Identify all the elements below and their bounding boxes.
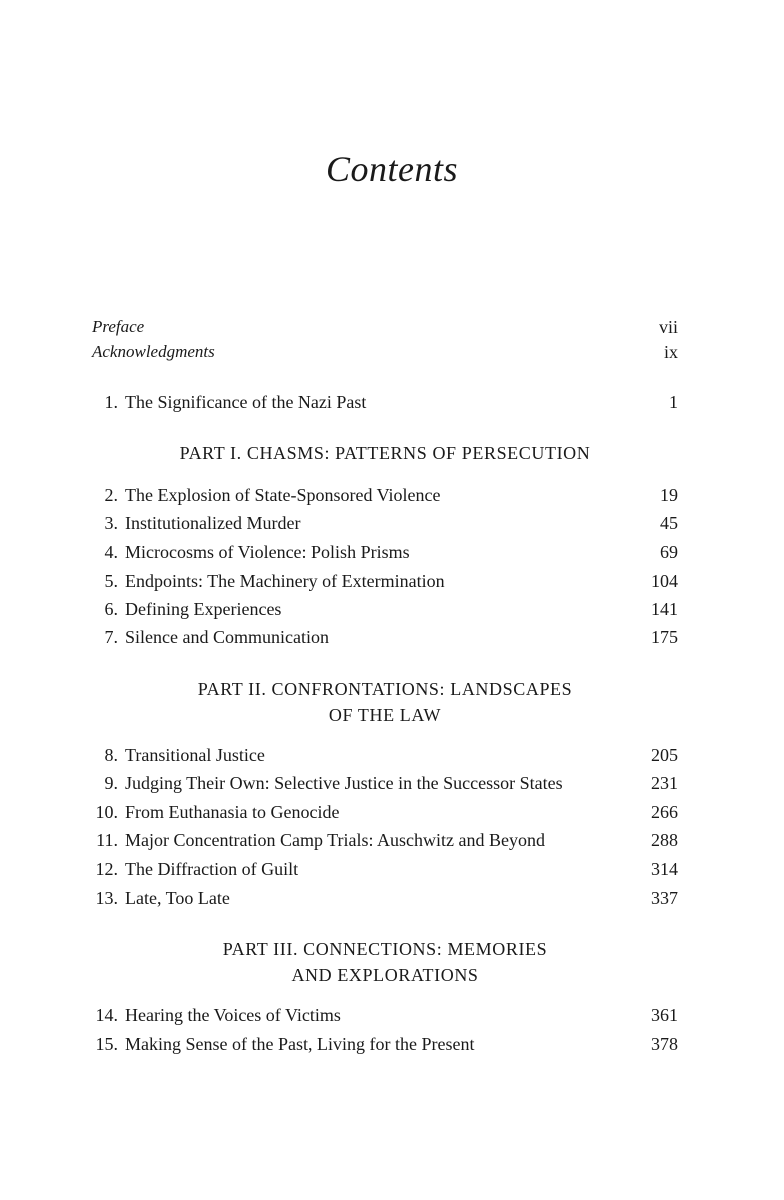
- toc-entry-number: 7.: [104, 627, 118, 647]
- toc-entry-chapter-2: [92, 481, 678, 509]
- toc-entry-number: 3.: [104, 513, 118, 533]
- toc-entry-page: 141: [651, 599, 678, 619]
- toc-entry-label: Silence and Communication: [125, 627, 329, 647]
- part-heading-1: [92, 440, 678, 466]
- toc-entry-label: Making Sense of the Past, Living for the Present: [125, 1034, 475, 1054]
- toc-entry-number: 14.: [95, 1005, 118, 1025]
- toc-entry-label: Endpoints: The Machinery of Extermination: [125, 571, 445, 591]
- toc-entry-page: 175: [651, 627, 678, 647]
- toc-entry-label: The Significance of the Nazi Past: [125, 392, 367, 412]
- toc-entry-page: 361: [651, 1005, 678, 1025]
- toc-entry-page: 104: [651, 571, 678, 591]
- toc-entry-label: Microcosms of Violence: Polish Prisms: [125, 542, 410, 562]
- part-title: PART II. CONFRONTATIONS: LANDSCAPES: [197, 679, 573, 699]
- part-heading-3: [92, 936, 678, 988]
- toc-entry-number: 6.: [104, 599, 118, 619]
- toc-entry-page: 337: [651, 888, 678, 908]
- toc-entry-number: 13.: [95, 888, 118, 908]
- toc-entry-number: 8.: [104, 745, 118, 765]
- toc-entry-chapter-3: [92, 509, 678, 537]
- toc-entry-chapter-15: [92, 1030, 678, 1058]
- toc-entry-label: Late, Too Late: [125, 888, 230, 908]
- toc-entry-chapter-8: [92, 741, 678, 769]
- toc-entry-page: 205: [651, 745, 678, 765]
- part-title: PART III. CONNECTIONS: MEMORIES: [222, 939, 548, 959]
- toc-entry-number: 11.: [96, 830, 118, 850]
- toc-entry-page: ix: [663, 342, 678, 362]
- page-title: Contents: [325, 149, 458, 189]
- toc-entry-chapter-10: [92, 798, 678, 826]
- toc-entry-page: vii: [658, 317, 678, 337]
- toc-entry-number: 1.: [104, 392, 118, 412]
- toc-entry-page: 288: [651, 830, 678, 850]
- toc-entry-chapter-7: [92, 623, 678, 651]
- toc-entry-chapter-9: [92, 769, 678, 797]
- toc-entry-label: Hearing the Voices of Victims: [125, 1005, 341, 1025]
- toc-entry-label: From Euthanasia to Genocide: [125, 802, 340, 822]
- part-title-line-2: OF THE LAW: [328, 705, 442, 725]
- part-heading-2: [92, 676, 678, 728]
- toc-entry-number: 12.: [95, 859, 118, 879]
- toc-entry-label: Defining Experiences: [125, 599, 282, 619]
- toc-entry-number: 5.: [104, 571, 118, 591]
- toc-entry-number: 4.: [104, 542, 118, 562]
- toc-entry-page: 19: [660, 485, 678, 505]
- toc-entry-page: 266: [651, 802, 678, 822]
- toc-entry-chapter-4: [92, 538, 678, 566]
- toc-entry-acknowledgments: [92, 338, 678, 366]
- toc-entry-label: Institutionalized Murder: [125, 513, 301, 533]
- toc-entry-number: 15.: [95, 1034, 118, 1054]
- toc-entry-label: The Diffraction of Guilt: [125, 859, 299, 879]
- toc-entry-page: 1: [669, 392, 678, 412]
- toc-entry-page: 314: [651, 859, 678, 879]
- toc-entry-chapter-5: [92, 567, 678, 595]
- toc-entry-number: 2.: [104, 485, 118, 505]
- toc-entry-chapter-12: [92, 855, 678, 883]
- toc-entry-label: The Explosion of State-Sponsored Violence: [125, 485, 441, 505]
- toc-entry-label: Acknowledgments: [92, 342, 215, 361]
- toc-entry-label: Major Concentration Camp Trials: Auschwitz and Beyond: [125, 830, 545, 850]
- toc-entry-chapter-1: [92, 388, 678, 416]
- toc-entry-label: Transitional Justice: [125, 745, 265, 765]
- toc-entry-chapter-11: [92, 826, 678, 854]
- part-title-line-2: AND EXPLORATIONS: [291, 965, 479, 985]
- toc-entry-preface: [92, 313, 678, 341]
- toc-entry-chapter-14: [92, 1001, 678, 1029]
- toc-entry-page: 378: [651, 1034, 678, 1054]
- toc-entry-label: Judging Their Own: Selective Justice in the Successor States: [125, 773, 563, 793]
- toc-entry-number: 9.: [104, 773, 118, 793]
- toc-entry-label: Preface: [92, 317, 145, 336]
- part-title: PART I. CHASMS: PATTERNS OF PERSECUTION: [179, 443, 591, 463]
- toc-entry-chapter-6: [92, 595, 678, 623]
- toc-entry-chapter-13: [92, 884, 678, 912]
- toc-entry-page: 69: [660, 542, 678, 562]
- toc-entry-page: 231: [651, 773, 678, 793]
- toc-entry-number: 10.: [95, 802, 118, 822]
- toc-entry-page: 45: [660, 513, 678, 533]
